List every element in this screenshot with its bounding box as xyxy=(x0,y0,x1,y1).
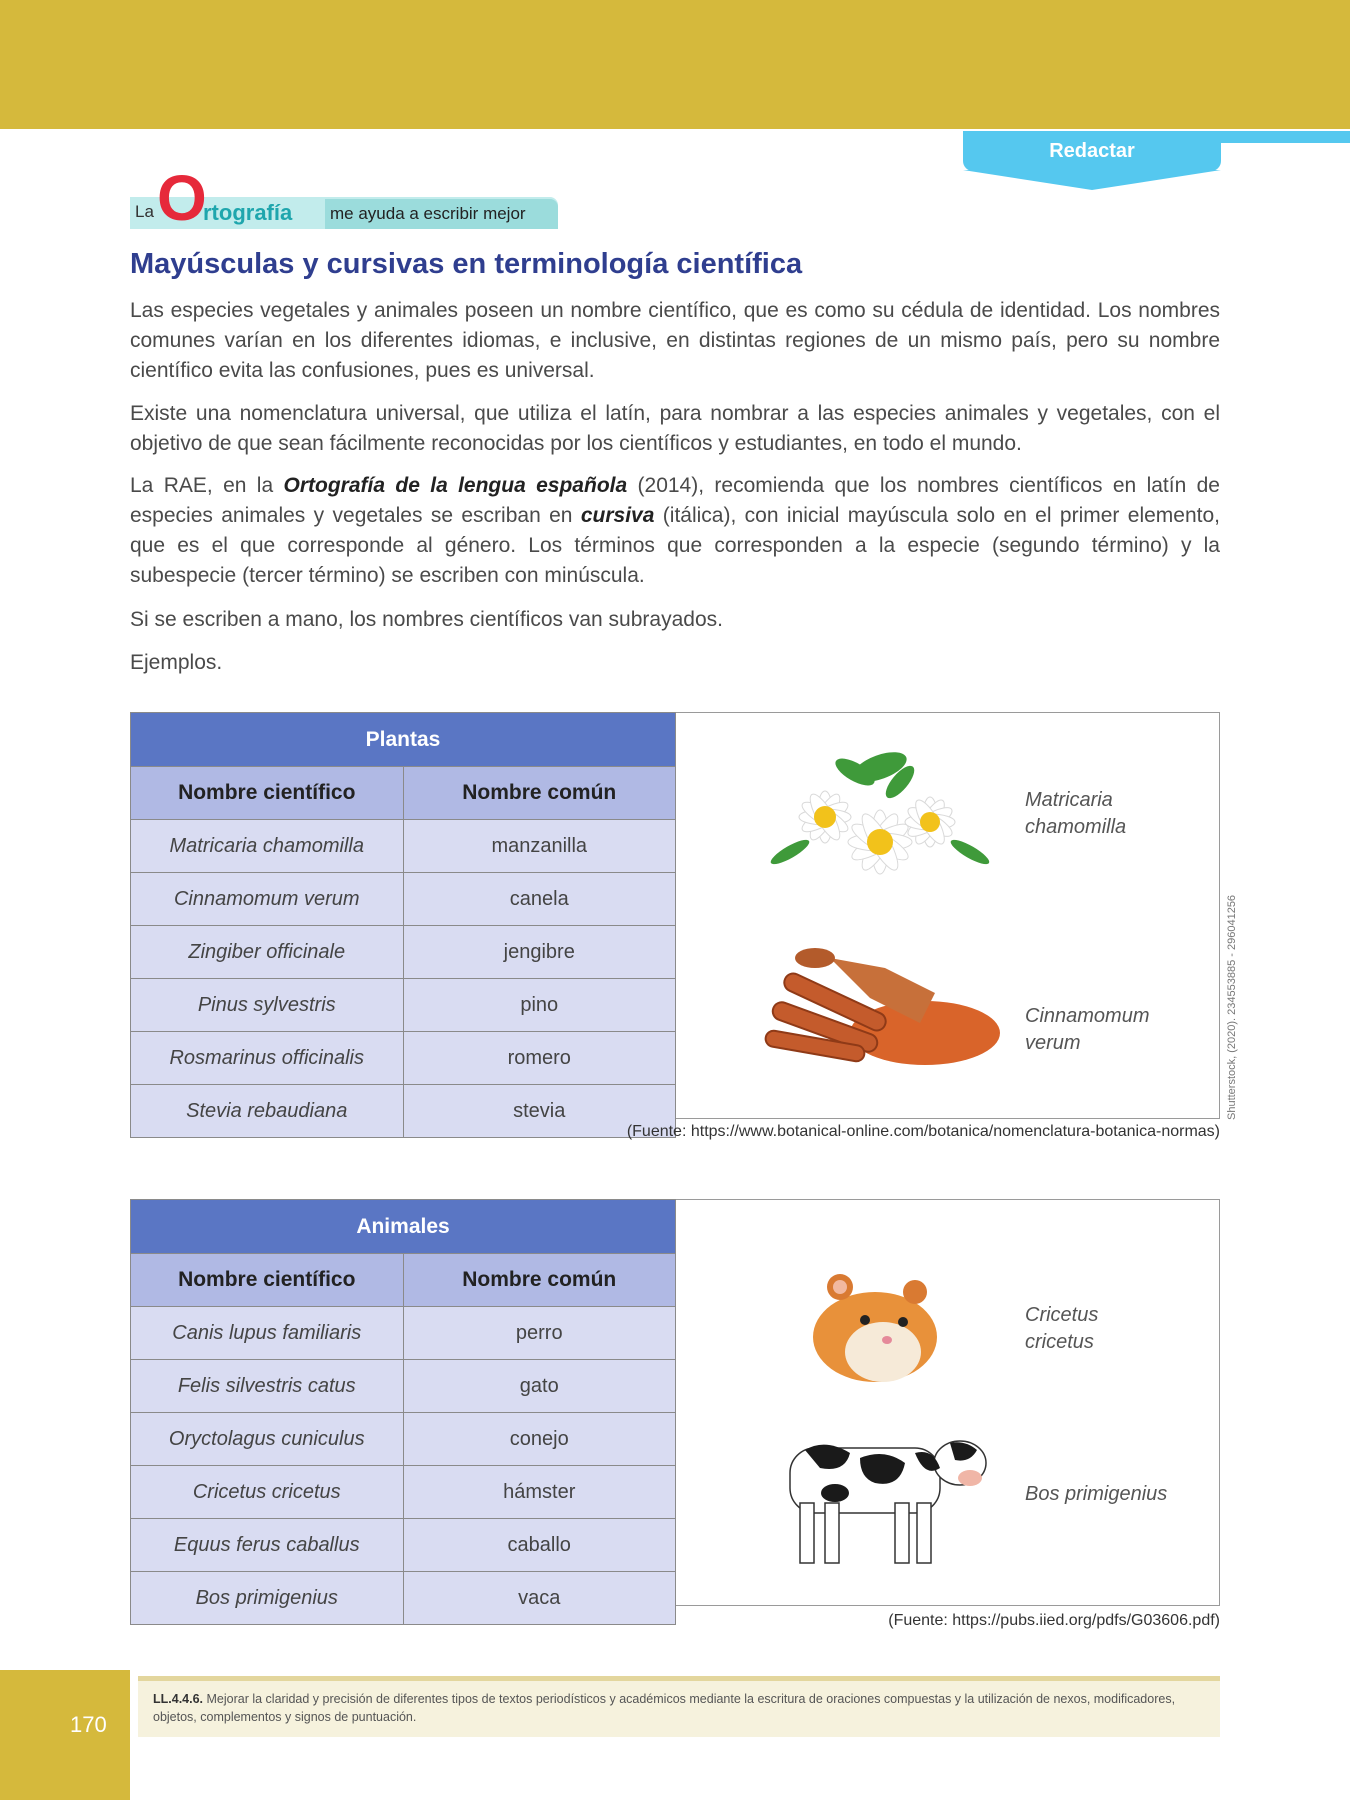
page-title: Mayúsculas y cursivas en terminología científica xyxy=(130,248,803,280)
animals-col-scientific: Nombre científico xyxy=(131,1254,404,1307)
table-row: Matricaria chamomilla manzanilla xyxy=(131,820,676,873)
animals-col-common: Nombre común xyxy=(403,1254,676,1307)
header-band xyxy=(0,0,1350,129)
book-title: Ortografía de la lengua española xyxy=(283,474,628,497)
page-number: 170 xyxy=(70,1712,107,1737)
table-row: Equus ferus caballus caballo xyxy=(131,1519,676,1572)
footer-box xyxy=(138,1676,1220,1737)
banner-big-letter: O xyxy=(157,162,207,234)
tab-notch xyxy=(963,170,1221,190)
animals-source: (Fuente: https://pubs.iied.org/pdfs/G03606.pdf) xyxy=(888,1612,1220,1629)
table-row: Bos primigenius vaca xyxy=(131,1572,676,1625)
section-tab-label: Redactar xyxy=(1049,139,1135,162)
cow-caption: Bos primigenius xyxy=(1025,1483,1168,1505)
table-row: Oryctolagus cuniculus conejo xyxy=(131,1413,676,1466)
paragraph-2: Existe una nomenclatura universal, que utiliza el latín, para nombrar a las especies animales y vegetales, con el objetivo de que sean fácilmente reconocidas por los científicos y estudiantes, en todo el mundo. xyxy=(130,402,1220,455)
table-row: Felis silvestris catus gato xyxy=(131,1360,676,1413)
chamomile-caption: Matricaria chamomilla xyxy=(1025,789,1127,838)
footer-text: LL.4.4.6. Mejorar la claridad y precisión de diferentes tipos de textos periodísticos y académicos mediante la escritura de oraciones compuestas y la utilización de nexos, modificadores, objetos, complementos y signos de puntuación. xyxy=(153,1692,1176,1724)
animals-heading: Animales xyxy=(131,1200,676,1254)
cinnamon-image xyxy=(760,938,1005,1078)
animals-table xyxy=(130,1199,676,1625)
plants-table xyxy=(130,712,676,1138)
table-row: Cinnamomum verum canela xyxy=(131,873,676,926)
table-row: Rosmarinus officinalis romero xyxy=(131,1032,676,1085)
chamomile-image xyxy=(770,742,1000,892)
plants-source: (Fuente: https://www.botanical-online.com/botanica/nomenclatura-botanica-normas) xyxy=(626,1123,1220,1140)
banner-subtitle: me ayuda a escribir mejor xyxy=(330,204,526,223)
plants-heading: Plantas xyxy=(131,713,676,767)
cow-image xyxy=(765,1428,995,1578)
plants-col-scientific: Nombre científico xyxy=(131,767,404,820)
plants-col-common: Nombre común xyxy=(403,767,676,820)
footer-side-band xyxy=(0,1670,130,1800)
cinnamon-caption: Cinnamomum verum xyxy=(1025,1005,1150,1054)
image-credit: Shutterstock, (2020). 234553885 - 296041256 xyxy=(1226,894,1238,1120)
section-tab[interactable] xyxy=(963,131,1221,171)
table-row: Cricetus cricetus hámster xyxy=(131,1466,676,1519)
table-row: Pinus sylvestris pino xyxy=(131,979,676,1032)
keyword-cursiva: cursiva xyxy=(580,504,655,527)
banner-word: rtografía xyxy=(203,200,293,225)
paragraph-4: Si se escriben a mano, los nombres científicos van subrayados. xyxy=(130,608,723,631)
hamster-caption: Cricetus cricetus xyxy=(1025,1304,1099,1353)
table-row: Canis lupus familiaris perro xyxy=(131,1307,676,1360)
paragraph-3: La RAE, en la Ortografía de la lengua española (2014), recomienda que los nombres científicos en latín de especies animales y vegetales se escriban en cursiva (itálica), con inicial mayúscula solo en el primer elemento, que es el que corresponde al género. Los términos que corresponden a la especie (segundo término) y la subespecie (tercer término) se escriben con minúscula. xyxy=(130,474,1221,587)
paragraph-5: Ejemplos. xyxy=(130,651,223,674)
table-row: Zingiber officinale jengibre xyxy=(131,926,676,979)
paragraph-1: Las especies vegetales y animales poseen un nombre científico, que es como su cédula de identidad. Los nombres comunes varían en los diferentes idiomas, e inclusive, en distintas regiones de un mismo país, pero su nombre científico evita las confusiones, pues es universal. xyxy=(130,299,1220,382)
table-row: Stevia rebaudiana stevia xyxy=(131,1085,676,1138)
banner-la: La xyxy=(135,202,154,221)
hamster-image xyxy=(805,1262,945,1387)
footer-code: LL.4.4.6. xyxy=(153,1692,204,1706)
